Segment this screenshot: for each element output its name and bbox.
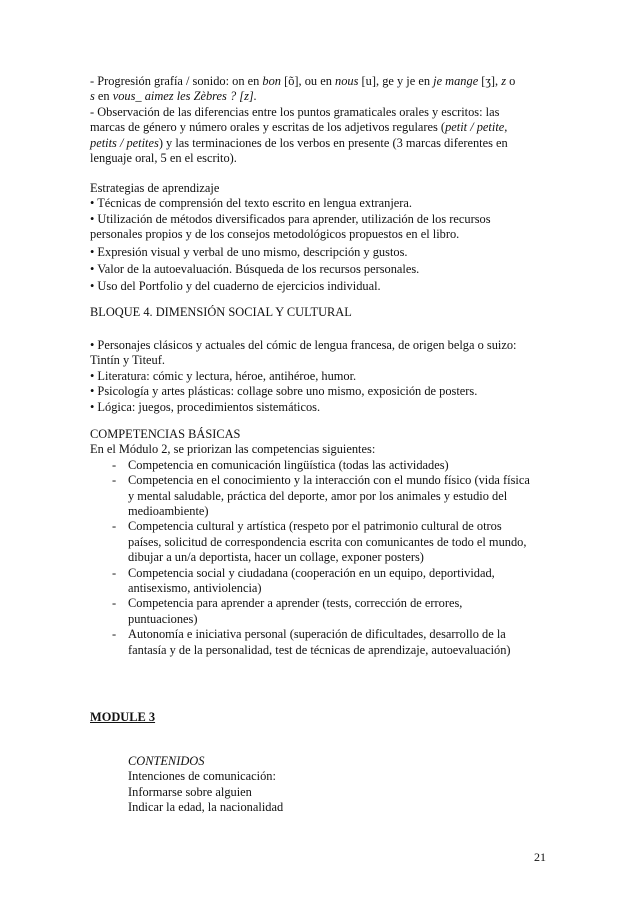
italic-run: nous <box>335 74 359 88</box>
italic-run: bon <box>262 74 281 88</box>
list-item-continuation: personales propios y de los consejos metodológicos propuestos en el libro. <box>90 227 460 242</box>
italic-run: vous_ aimez les Zèbres ? [z]. <box>112 89 257 104</box>
list-item: • Técnicas de comprensión del texto escrito en lengua extranjera. <box>90 196 413 211</box>
text-run: [õ], ou en <box>281 74 336 88</box>
competency-item <box>90 519 552 565</box>
text-run: o <box>506 74 516 88</box>
block4-items <box>90 338 552 415</box>
text-run: [u], ge y je en <box>358 74 434 88</box>
list-item: • Expresión visual y verbal de uno mismo, descripción y gustos. <box>90 244 408 259</box>
text-line: Intenciones de comunicación: <box>128 769 276 784</box>
text-line: Competencia para aprender a aprender (tests, corrección de errores, <box>128 596 463 611</box>
module3-contents <box>128 754 548 816</box>
text-line: Informarse sobre alguien <box>128 784 252 799</box>
text-line <box>90 120 552 135</box>
dash-bullet: - <box>112 473 117 488</box>
text-line: Competencia en comunicación lingüística (todas las actividades) <box>128 457 449 472</box>
text-line: Competencia en el conocimiento y la interacción con el mundo físico (vida física <box>128 473 530 488</box>
text-line: lenguaje oral, 5 en el escrito). <box>90 151 237 166</box>
dash-bullet: - <box>112 457 117 472</box>
text-line <box>90 89 552 104</box>
text-line <box>90 74 552 89</box>
text-line: medioambiente) <box>128 504 209 519</box>
text-run: - Progresión grafía / sonido: on en <box>90 74 263 88</box>
competencies-section <box>90 427 552 658</box>
text-line: y mental saludable, práctica del deporte, amor por los animales y estudio del <box>128 488 508 503</box>
dash-bullet: - <box>112 519 117 534</box>
block4-section <box>90 305 552 320</box>
list-item: • Uso del Portfolio y del cuaderno de ejercicios individual. <box>90 279 381 294</box>
list-item: • Valor de la autoevaluación. Búsqueda de los recursos personales. <box>90 262 420 277</box>
text-line: - Observación de las diferencias entre los puntos gramaticales orales y escritos: las <box>90 104 500 119</box>
italic-run: je mange <box>433 74 479 88</box>
text-line: fantasía y de la personalidad, test de técnicas de aprendizaje, autoevaluación) <box>128 642 511 657</box>
section-intro: En el Módulo 2, se priorizan las competencias siguientes: <box>90 442 376 457</box>
competency-item <box>90 458 552 473</box>
contenidos-heading: CONTENIDOS <box>128 754 205 768</box>
list-item: • Personajes clásicos y actuales del cómic de lengua francesa, de origen belga o suizo: <box>90 338 517 352</box>
section-title: BLOQUE 4. DIMENSIÓN SOCIAL Y CULTURAL <box>90 305 352 319</box>
module-heading: MODULE 3 <box>90 710 156 724</box>
text-line: Competencia cultural y artística (respeto por el patrimonio cultural de otros <box>128 519 502 534</box>
list-item: • Lógica: juegos, procedimientos sistemáticos. <box>90 399 321 414</box>
text-run: marcas de género y número orales y escritas de los adjetivos regulares ( <box>90 120 446 135</box>
text-run: ) y las terminaciones de los verbos en presente (3 marcas diferentes en <box>158 135 508 150</box>
section-title: Estrategias de aprendizaje <box>90 181 220 195</box>
text-line: Indicar la edad, la nacionalidad <box>128 800 284 815</box>
page-number: 21 <box>534 850 546 864</box>
section-title: COMPETENCIAS BÁSICAS <box>90 427 241 441</box>
competency-item <box>90 596 552 627</box>
text-line: dibujar a un/a deportista, hacer un collage, exponer posters) <box>128 550 424 565</box>
text-line: antisexismo, antiviolencia) <box>128 581 262 596</box>
italic-run: petits / petites <box>90 135 159 150</box>
text-run: [ʒ], <box>478 74 502 88</box>
competency-item <box>90 627 552 658</box>
text-run: en <box>94 89 113 104</box>
list-item: • Utilización de métodos diversificados para aprender, utilización de los recursos <box>90 211 491 226</box>
italic-run: z <box>501 74 507 88</box>
italic-run: s <box>90 89 95 104</box>
list-item-continuation: Tintín y Titeuf. <box>90 353 165 368</box>
italic-run: petit / petite, <box>445 120 508 135</box>
module3-heading-block <box>90 710 552 725</box>
dash-bullet: - <box>112 627 117 642</box>
text-line: países, solicitud de correspondencia escrita con comunicantes de todo el mundo, <box>128 534 527 549</box>
text-line: Autonomía e iniciativa personal (superación de dificultades, desarrollo de la <box>128 627 506 642</box>
text-line <box>90 136 552 151</box>
dash-bullet: - <box>112 596 117 611</box>
phonetics-paragraph <box>90 74 552 166</box>
competency-item <box>90 473 552 519</box>
text-line: Competencia social y ciudadana (cooperación en un equipo, deportividad, <box>128 565 495 580</box>
list-item: • Psicología y artes plásticas: collage sobre uno mismo, exposición de posters. <box>90 384 478 399</box>
list-item: • Literatura: cómic y lectura, héroe, antihéroe, humor. <box>90 368 357 383</box>
learning-strategies-section <box>90 181 552 295</box>
text-line: puntuaciones) <box>128 611 198 626</box>
dash-bullet: - <box>112 565 117 580</box>
competency-item <box>90 566 552 597</box>
